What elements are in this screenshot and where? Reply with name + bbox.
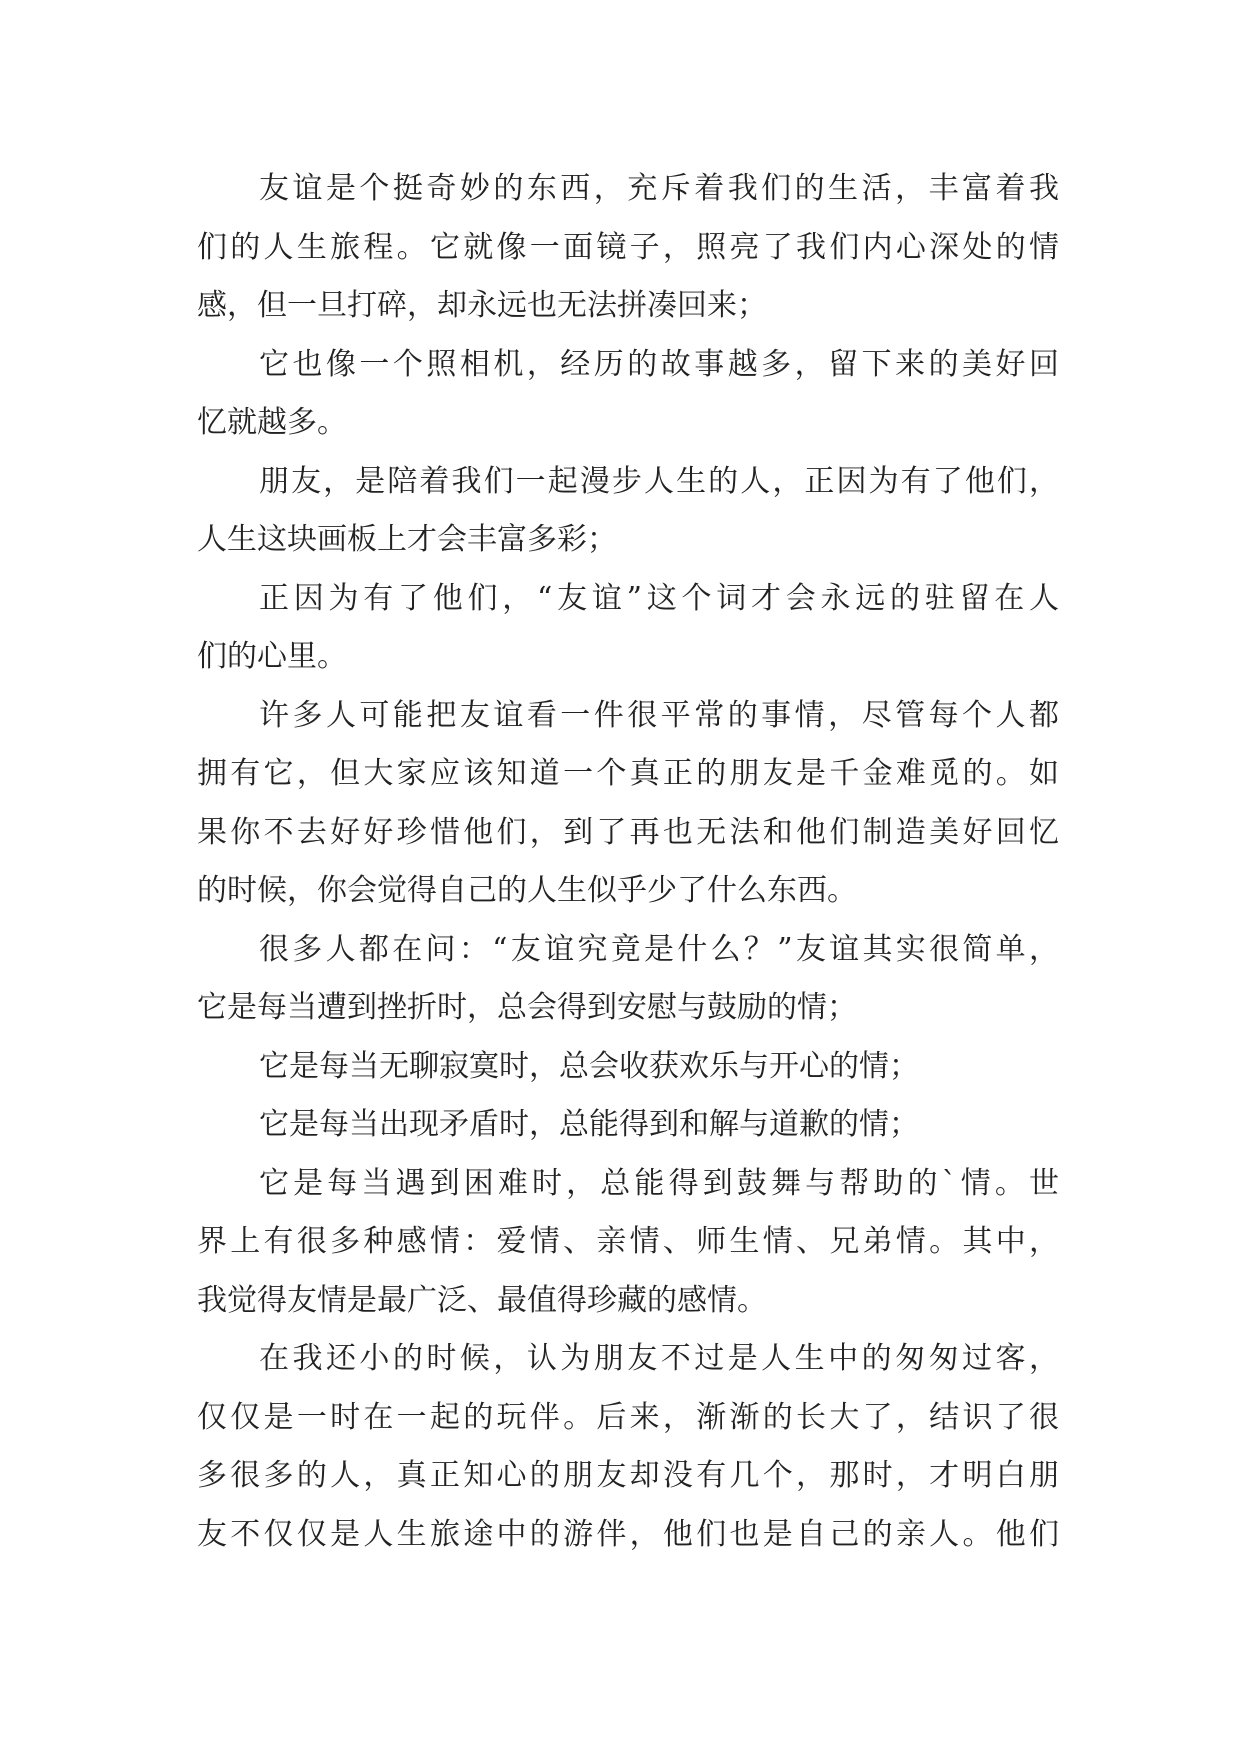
text-line: 界上有很多种感情：爱情、亲情、师生情、兄弟情。其中，	[197, 1224, 1059, 1259]
text-line: 正因为有了他们，“友谊”这个词才会永远的驻留在人	[259, 580, 1059, 616]
text-line: 它是每当遇到困难时，总能得到鼓舞与帮助的`情。世	[259, 1165, 1059, 1201]
paragraph	[197, 1330, 1059, 1564]
text-line: 友不仅仅是人生旅途中的游伴，他们也是自己的亲人。他们	[197, 1516, 1059, 1552]
text-line: 们的人生旅程。它就像一面镜子，照亮了我们内心深处的情	[197, 229, 1059, 265]
text-line: 感，但一旦打碎，却永远也无法拼凑回来；	[197, 288, 767, 323]
text-line: 它也像一个照相机，经历的故事越多，留下来的美好回	[259, 346, 1059, 382]
paragraph	[197, 336, 1059, 453]
paragraph	[197, 687, 1059, 921]
text-line: 们的心里。	[197, 639, 347, 674]
text-line: 朋友，是陪着我们一起漫步人生的人，正因为有了他们，	[259, 463, 1059, 499]
text-line: 它是每当出现矛盾时，总能得到和解与道歉的情；	[259, 1107, 919, 1142]
text-line: 它是每当无聊寂寞时，总会收获欢乐与开心的情；	[259, 1048, 919, 1084]
paragraph	[197, 453, 1059, 570]
text-line: 果你不去好好珍惜他们，到了再也无法和他们制造美好回忆	[197, 814, 1059, 850]
text-line: 忆就越多。	[197, 405, 347, 440]
text-line: 很多人都在问：“友谊究竟是什么？”友谊其实很简单，	[259, 931, 1059, 967]
paragraph	[197, 160, 1059, 336]
text-line: 的时候，你会觉得自己的人生似乎少了什么东西。	[197, 873, 857, 908]
text-line: 友谊是个挺奇妙的东西，充斥着我们的生活，丰富着我	[259, 171, 1059, 206]
text-line: 人生这块画板上才会丰富多彩；	[197, 522, 617, 557]
text-line: 多很多的人，真正知心的朋友却没有几个，那时，才明白朋	[197, 1458, 1059, 1493]
text-line: 它是每当遭到挫折时，总会得到安慰与鼓励的情；	[197, 990, 857, 1025]
text-line: 拥有它，但大家应该知道一个真正的朋友是千金难觅的。如	[197, 756, 1059, 791]
text-line: 许多人可能把友谊看一件很平常的事情，尽管每个人都	[259, 697, 1059, 733]
paragraph	[197, 1096, 1059, 1155]
paragraph	[197, 1155, 1059, 1331]
body-text	[197, 160, 1059, 1564]
text-line: 我觉得友情是最广泛、最值得珍藏的感情。	[197, 1282, 767, 1318]
text-line: 仅仅是一时在一起的玩伴。后来，渐渐的长大了，结识了很	[197, 1399, 1059, 1435]
text-line: 在我还小的时候，认为朋友不过是人生中的匆匆过客，	[259, 1341, 1059, 1376]
paragraph	[197, 1038, 1059, 1097]
paragraph	[197, 570, 1059, 687]
paragraph	[197, 921, 1059, 1038]
